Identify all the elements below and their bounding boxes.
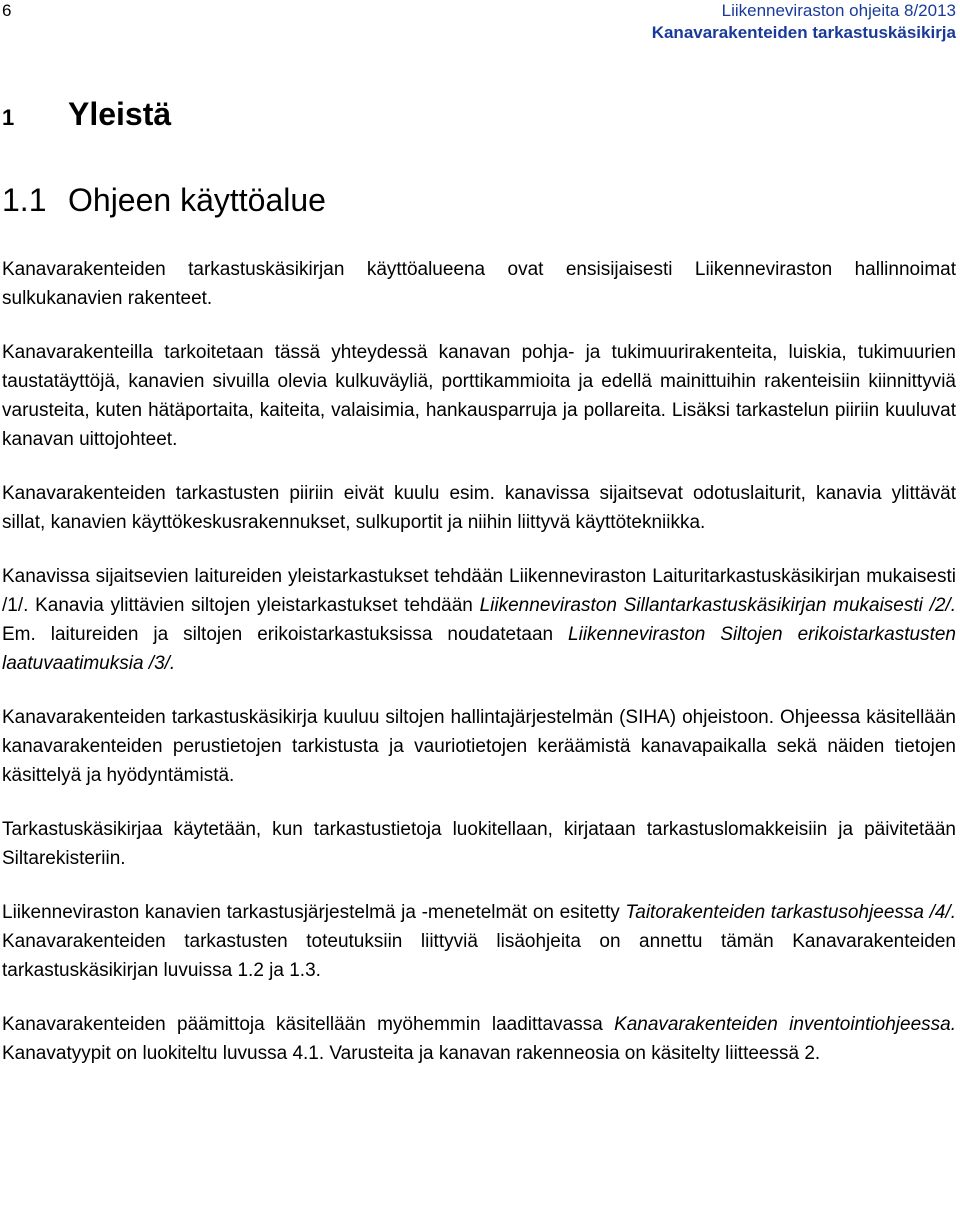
section-number: 1 (2, 105, 15, 130)
paragraph-8-citation: Kanavarakenteiden inventointiohjeessa. (614, 1014, 956, 1035)
paragraph-1: Kanavarakenteiden tarkastuskäsikirjan käyttöalueena ovat ensisijaisesti Liikenneviraston hallinnoimat sulkukanavien rakenteet. (2, 259, 956, 309)
subsection-number: 1.1 (2, 182, 47, 218)
paragraph-5: Kanavarakenteiden tarkastuskäsikirja kuuluu siltojen hallintajärjestelmän (SIHA) ohjeistoon. Ohjeessa käsitellään kanavarakenteiden perustietojen tarkistusta ja vauriotietojen keräämistä kanavapaikalla sekä näiden tietojen käsittelyä ja hyödyntämistä. (2, 707, 956, 786)
subsection-title: Ohjeen käyttöalue (68, 182, 326, 218)
page-number: 6 (2, 1, 12, 20)
paragraph-8 (2, 1010, 956, 1068)
subsection-heading (2, 180, 326, 220)
paragraph-7-citation: Taitorakenteiden tarkastusohjeessa /4/. (625, 902, 956, 923)
paragraph-8-text-a: Kanavarakenteiden päämittoja käsitellään myöhemmin laadittavassa (2, 1014, 615, 1035)
body-text (2, 255, 956, 1093)
paragraph-3: Kanavarakenteiden tarkastusten piiriin eivät kuulu esim. kanavissa sijaitsevat odotuslaiturit, kanavia ylittävät sillat, kanavien käyttökeskusrakennukset, sulkuportit ja niihin liittyvä käyttötekniikka. (2, 483, 956, 533)
section-heading (2, 94, 171, 138)
paragraph-7 (2, 898, 956, 985)
running-header (652, 0, 956, 44)
paragraph-4-citation-1: Liikenneviraston Sillantarkastuskäsikirjan mukaisesti /2/. (479, 595, 956, 616)
paragraph-7-text-a: Liikenneviraston kanavien tarkastusjärjestelmä ja -menetelmät on esitetty (2, 902, 626, 923)
paragraph-4-text-b: Em. laitureiden ja siltojen erikoistarkastuksissa noudatetaan (2, 624, 569, 645)
paragraph-4-text-a: Kanavissa sijaitsevien laitureiden yleistarkastukset tehdään Liikenneviraston Laituritarkastuskäsikirjan mukaisesti /1/. Kanavia ylittävien siltojen yleistarkastukset tehdään (2, 566, 956, 616)
document-title: Kanavarakenteiden tarkastuskäsikirja (651, 23, 956, 42)
paragraph-4 (2, 562, 956, 678)
publication-series: Liikenneviraston ohjeita 8/2013 (721, 1, 956, 20)
section-title: Yleistä (68, 96, 172, 132)
paragraph-8-text-b: Kanavatyypit on luokiteltu luvussa 4.1. Varusteita ja kanavan rakenneosia on käsitelty liitteessä 2. (2, 1043, 821, 1064)
paragraph-4-citation-2: Liikenneviraston Siltojen erikoistarkastusten laatuvaatimuksia /3/. (2, 624, 956, 674)
paragraph-2: Kanavarakenteilla tarkoitetaan tässä yhteydessä kanavan pohja- ja tukimuurirakenteita, luiskia, tukimuurien taustatäyttöjä, kanavien sivuilla olevia kulkuväyliä, porttikammioita ja edellä mainittuihin rakenteisiin kiinnittyviä varusteita, kuten hätäportaita, kaiteita, valaisimia, hankausparruja ja pollareita. Lisäksi tarkastelun piiriin kuuluvat kanavan uittojohteet. (2, 342, 956, 450)
paragraph-6: Tarkastuskäsikirjaa käytetään, kun tarkastustietoja luokitellaan, kirjataan tarkastuslomakkeisiin ja päivitetään Siltarekisteriin. (2, 819, 956, 869)
paragraph-7-text-b: Kanavarakenteiden tarkastusten toteutuksiin liittyviä lisäohjeita on annettu tämän Kanavarakenteiden tarkastuskäsikirjan luvuissa 1.2 ja 1.3. (2, 931, 956, 981)
